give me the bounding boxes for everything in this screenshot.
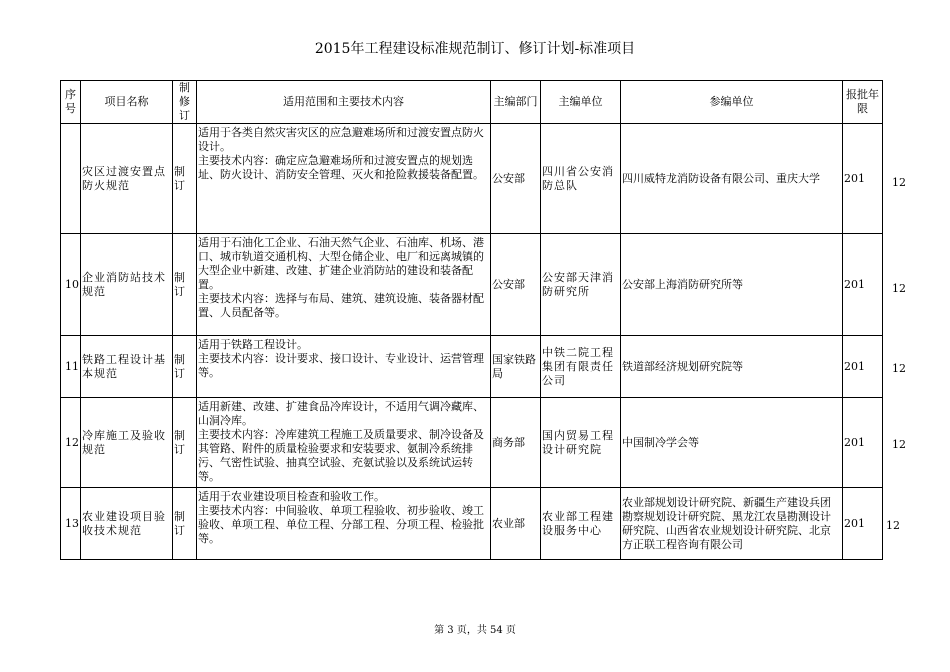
row-name: 企业消防站技术规范 xyxy=(81,234,173,336)
row-limit: 12 xyxy=(892,282,906,295)
row-dept: 农业部 xyxy=(491,488,541,560)
page-footer: 第 3 页，共 54 页 xyxy=(434,625,516,636)
row-org: 公安部天津消防研究所 xyxy=(541,234,621,336)
row-idx: 10 xyxy=(61,234,81,336)
row-name: 农业建设项目验收技术规范 xyxy=(81,488,173,560)
table-row xyxy=(61,488,883,560)
row-type: 制订 xyxy=(173,398,197,488)
row-idx: 12 xyxy=(61,398,81,488)
header-name: 项目名称 xyxy=(81,81,173,124)
row-partners: 铁道部经济规划研究院等 xyxy=(621,336,843,398)
row-limit: 12 xyxy=(892,362,906,375)
row-type: 制订 xyxy=(173,488,197,560)
row-org: 中铁二院工程集团有限责任公司 xyxy=(541,336,621,398)
row-year: 201 xyxy=(843,234,883,336)
header-dept: 主编部门 xyxy=(491,81,541,124)
row-scope: 适用新建、改建、扩建食品冷库设计，不适用气调冷藏库、山洞冷库。 主要技术内容：冷库建筑工程施工及质量要求、制冷设备及其管路、附件的质量检验要求和安装要求、氨制冷系统排污、气密性试验、抽真空试验、充氨试验以及系统试运转等。 xyxy=(197,398,491,488)
row-scope: 适用于铁路工程设计。 主要技术内容：设计要求、接口设计、专业设计、运营管理等。 xyxy=(197,336,491,398)
row-type: 制订 xyxy=(173,336,197,398)
row-scope: 适用于石油化工企业、石油天然气企业、石油库、机场、港口、城市轨道交通机构、大型仓储企业、电厂和远离城镇的大型企业中新建、改建、扩建企业消防站的建设和装备配置。 主要技术内容：选择与布局、建筑、建筑设施、装备器材配置、人员配备等。 xyxy=(197,234,491,336)
row-type: 制订 xyxy=(173,124,197,234)
row-limit: 12 xyxy=(892,438,906,451)
row-partners: 中国制冷学会等 xyxy=(621,398,843,488)
row-year: 201 xyxy=(843,336,883,398)
header-partners: 参编单位 xyxy=(621,81,843,124)
header-scope: 适用范围和主要技术内容 xyxy=(197,81,491,124)
row-year: 201 xyxy=(843,124,883,234)
row-org: 国内贸易工程设计研究院 xyxy=(541,398,621,488)
table-row xyxy=(61,124,883,234)
table-row xyxy=(61,234,883,336)
row-partners: 农业部规划设计研究院、新疆生产建设兵团勘察规划设计研究院、黑龙江农垦勘测设计研究院、山西省农业规划设计研究院、北京方正联工程咨询有限公司 xyxy=(621,488,843,560)
row-partners: 四川威特龙消防设备有限公司、重庆大学 xyxy=(621,124,843,234)
row-limit: 12 xyxy=(892,176,906,189)
row-idx: 11 xyxy=(61,336,81,398)
row-partners: 公安部上海消防研究所等 xyxy=(621,234,843,336)
row-org: 农业部工程建设服务中心 xyxy=(541,488,621,560)
row-scope: 适用于农业建设项目检查和验收工作。 主要技术内容：中间验收、单项工程验收、初步验收、竣工验收、单项工程、单位工程、分部工程、分项工程、检验批等。 xyxy=(197,488,491,560)
row-scope: 适用于各类自然灾害灾区的应急避难场所和过渡安置点防火设计。 主要技术内容：确定应急避难场所和过渡安置点的规划选址、防火设计、消防安全管理、灭火和抢险救援装备配置。 xyxy=(197,124,491,234)
row-name: 冷库施工及验收规范 xyxy=(81,398,173,488)
row-dept: 公安部 xyxy=(491,234,541,336)
table-row xyxy=(61,398,883,488)
table-header-row xyxy=(61,81,883,124)
row-name: 灾区过渡安置点防火规范 xyxy=(81,124,173,234)
row-year: 201 xyxy=(843,398,883,488)
table-row xyxy=(61,336,883,398)
header-type: 制修订 xyxy=(173,81,197,124)
row-dept: 公安部 xyxy=(491,124,541,234)
header-year: 报批年限 xyxy=(843,81,883,124)
header-idx: 序号 xyxy=(61,81,81,124)
row-limit: 12 xyxy=(886,519,900,532)
row-dept: 商务部 xyxy=(491,398,541,488)
row-name: 铁路工程设计基本规范 xyxy=(81,336,173,398)
header-org: 主编单位 xyxy=(541,81,621,124)
row-idx xyxy=(61,124,81,234)
row-dept: 国家铁路局 xyxy=(491,336,541,398)
page-title: 2015年工程建设标准规范制订、修订计划-标准项目 xyxy=(314,41,636,57)
standards-table xyxy=(60,80,883,560)
row-org: 四川省公安消防总队 xyxy=(541,124,621,234)
row-idx: 13 xyxy=(61,488,81,560)
row-type: 制订 xyxy=(173,234,197,336)
row-year: 201 xyxy=(843,488,883,560)
